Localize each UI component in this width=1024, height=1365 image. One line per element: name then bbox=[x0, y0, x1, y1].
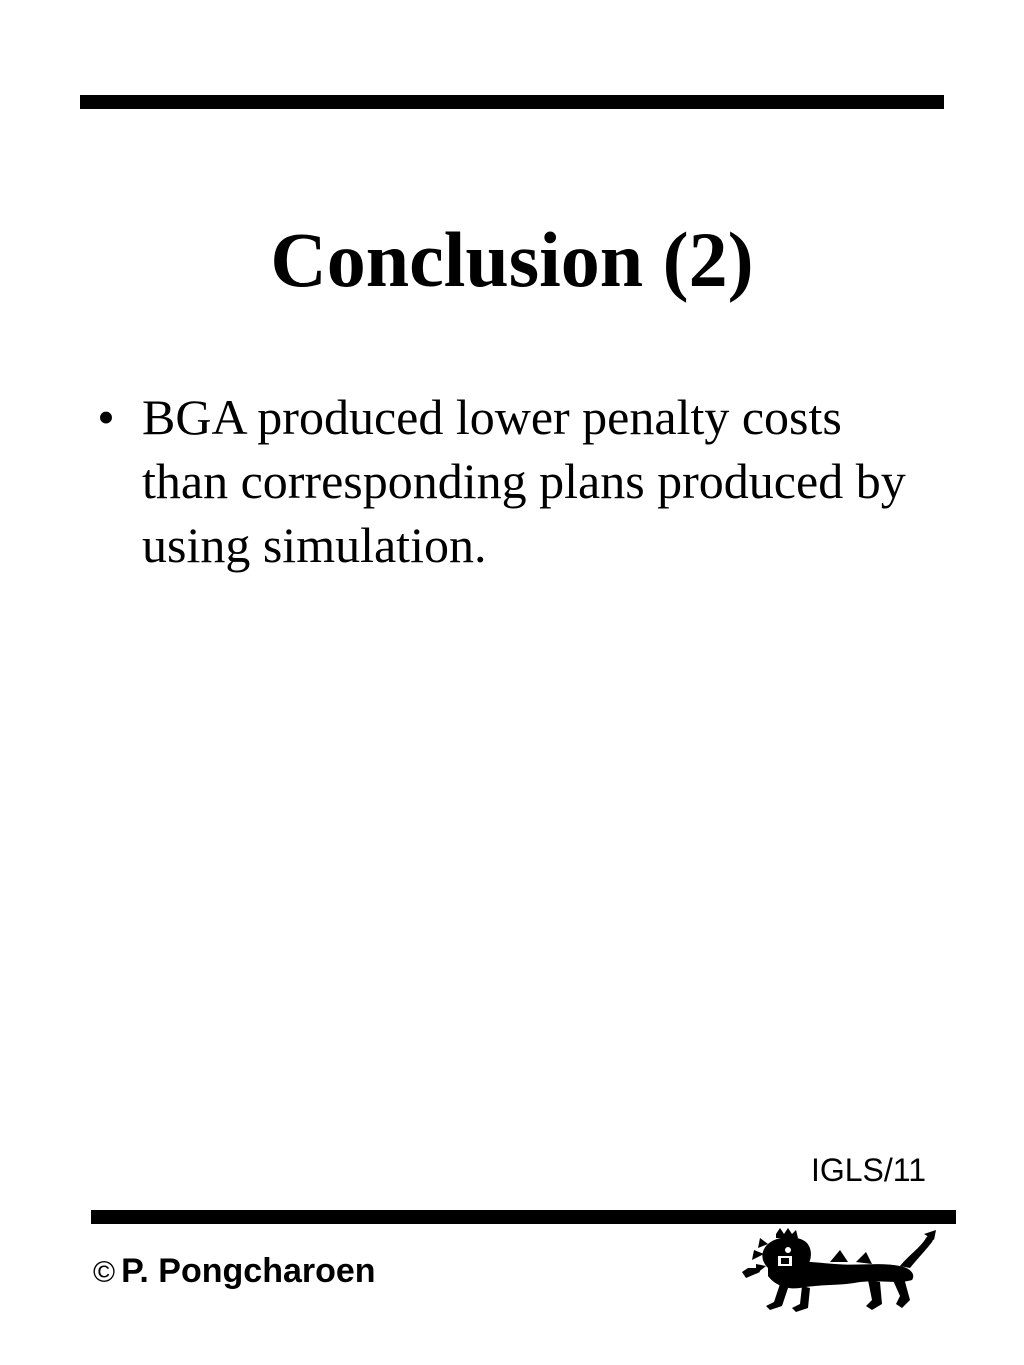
slide-code: IGLS/11 bbox=[810, 1152, 926, 1188]
heraldic-lion-icon bbox=[740, 1228, 936, 1312]
bullet-marker: • bbox=[97, 389, 115, 445]
bullet-list bbox=[86, 385, 916, 577]
copyright-line bbox=[93, 1250, 376, 1294]
bullet-item bbox=[86, 385, 916, 577]
slide-title: Conclusion (2) bbox=[270, 216, 754, 304]
bullet-text: BGA produced lower penalty costs than corresponding plans produced by using simulation. bbox=[142, 389, 906, 573]
bottom-divider-rule bbox=[91, 1210, 956, 1224]
copyright-symbol: © bbox=[93, 1256, 116, 1289]
author-name: P. Pongcharoen bbox=[121, 1252, 376, 1290]
top-divider-rule bbox=[80, 95, 944, 109]
